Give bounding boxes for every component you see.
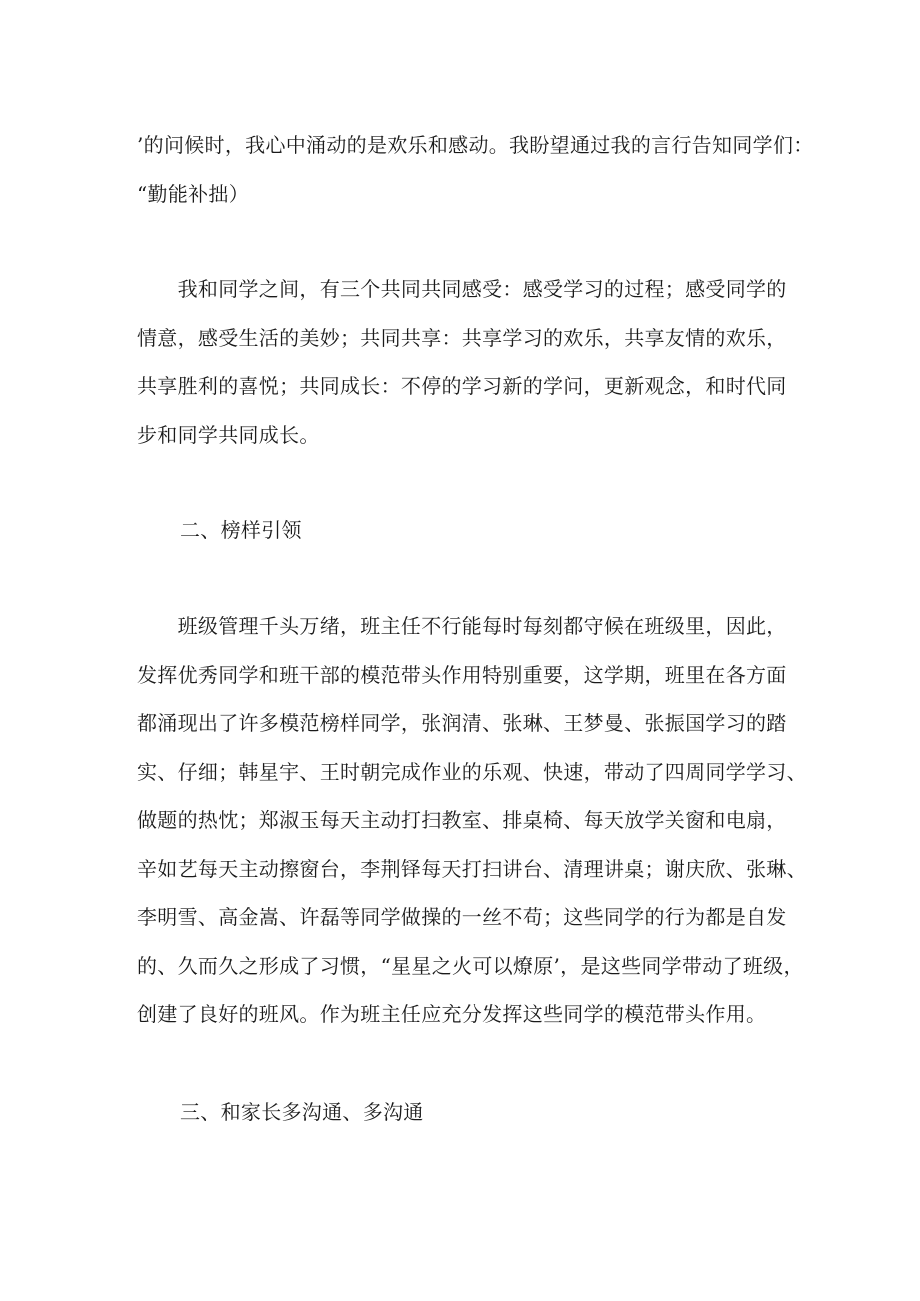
text-line: 实、仔细；韩星宇、王时朝完成作业的乐观、快速，带动了四周同学学习、 [137,759,807,784]
text-line: 李明雪、高金嵩、许磊等同学做操的一丝不苟；这些同学的行为都是自发 [137,905,787,929]
paragraph-role-models [137,602,807,1039]
section-heading-role-models: 二、榜样引领 [180,518,302,542]
text-line: 做题的热忱；郑淑玉每天主动打扫教室、排桌椅、每天放学关窗和电扇， [137,808,787,832]
text-line: “勤能补拙） [137,181,250,206]
text-line: 都涌现出了许多模范榜样同学，张润清、张琳、王梦曼、张振国学习的踏 [137,711,787,735]
text-line: 创建了良好的班风。作为班主任应充分发挥这些同学的模范带头作用。 [137,1002,767,1026]
text-line: 发挥优秀同学和班干部的模范带头作用特别重要，这学期，班里在各方面 [137,662,787,687]
text-line: 辛如艺每天主动擦窗台，李荆铎每天打扫讲台、清理讲桌；谢庆欣、张琳、 [137,856,807,881]
text-line: 的、久而久之形成了习惯，“星星之火可以燎原’，是这些同学带动了班级， [137,953,804,978]
text-line: 步和同学共同成长。 [137,422,320,447]
paragraph-shared-feelings [137,265,797,459]
text-line: 共享胜利的喜悦；共同成长：不停的学习新的学问，更新观念，和时代同 [137,374,787,398]
text-line: 我和同学之间，有三个共同共同感受：感受学习的过程；感受同学的 [137,277,787,301]
text-line: ’的问候时，我心中涌动的是欢乐和感动。我盼望通过我的言行告知同学们： [137,133,814,157]
section-heading-parent-communication: 三、和家长多沟通、多沟通 [180,1100,424,1124]
intro-paragraph [137,121,814,218]
text-line: 情意，感受生活的美妙；共同共享：共享学习的欢乐，共享友情的欢乐， [137,325,787,350]
text-line: 班级管理千头万绪，班主任不行能每时每刻都守候在班级里，因此， [137,614,787,638]
